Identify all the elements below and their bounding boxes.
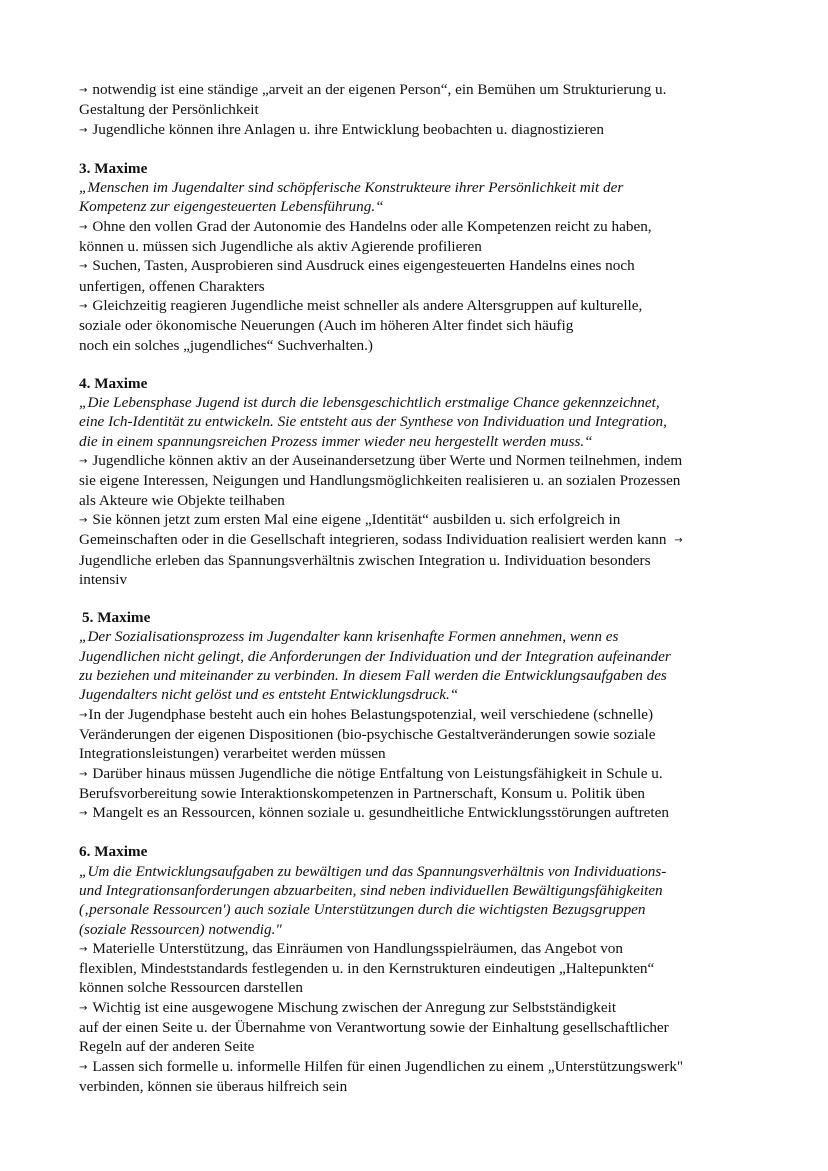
- quote-line: (soziale Ressourcen) notwendig.": [79, 920, 282, 938]
- quote-line: Jugendalters nicht gelöst und es entsteht Entwicklungsdruck.“: [79, 686, 459, 704]
- text-line: Gemeinschaften oder in die Gesellschaft integrieren, sodass Individuation realisiert werden kann →: [79, 531, 683, 549]
- arrow-icon: →: [79, 261, 88, 273]
- text-line: unfertigen, offenen Charakters: [79, 277, 265, 295]
- section-heading: 6. Maxime: [79, 843, 148, 861]
- text-line: auf der einen Seite u. der Übernahme von Verantwortung sowie der Einhaltung gesellschaftlicher: [79, 1019, 669, 1037]
- text-line: → notwendig ist eine ständige „arveit an der eigenen Person“, ein Bemühen um Strukturierung u.: [79, 81, 667, 98]
- section-heading: 3. Maxime: [79, 159, 148, 177]
- quote-line: Jugendlichen nicht gelingt, die Anforderungen der Individuation und der Integration aufeinander: [79, 647, 671, 665]
- text-line: →In der Jugendphase besteht auch ein hohes Belastungspotenzial, weil verschiedene (schnelle): [79, 705, 654, 723]
- arrow-icon: →: [79, 808, 88, 820]
- maxime-6-section: [79, 842, 759, 1096]
- spacer: [79, 140, 759, 159]
- arrow-icon: →: [79, 1002, 88, 1014]
- text-line: → Suchen, Tasten, Ausprobieren sind Ausdruck eines eigengesteuerten Handelns eines noch: [79, 257, 635, 275]
- text-line: Veränderungen der eigenen Dispositionen (bio-psychische Gestaltveränderungen sowie soziale: [79, 725, 656, 743]
- quote-line: Kompetenz zur eigengesteuerten Lebensführung.“: [79, 198, 384, 216]
- quote-line: „Die Lebensphase Jugend ist durch die lebensgeschichtlich erstmalige Chance gekennzeichnet,: [79, 394, 660, 412]
- arrow-icon: →: [674, 535, 683, 547]
- text-line: soziale oder ökonomische Neuerungen (Auch im höheren Alter findet sich häufig: [79, 317, 574, 335]
- arrow-icon: →: [79, 456, 88, 468]
- quote-line: (‚personale Ressourcen') auch soziale Unterstützungen durch die wichtigsten Bezugsgruppen: [79, 901, 646, 919]
- text-line: → Jugendliche können aktiv an der Auseinandersetzung über Werte und Normen teilnehmen, indem: [79, 452, 683, 470]
- text-line: Gestaltung der Persönlichkeit: [79, 101, 259, 119]
- text-line: → Wichtig ist eine ausgewogene Mischung zwischen der Anregung zur Selbstständigkeit: [79, 998, 617, 1016]
- text-line: intensiv: [79, 570, 128, 588]
- arrow-icon: →: [79, 300, 88, 312]
- quote-line: „Um die Entwicklungsaufgaben zu bewältigen und das Spannungsverhältnis von Individuations-: [79, 862, 667, 880]
- text-line: → Sie können jetzt zum ersten Mal eine eigene „Identität“ ausbilden u. sich erfolgreich in: [79, 510, 621, 528]
- section-heading: 4. Maxime: [79, 374, 148, 392]
- arrow-icon: →: [79, 85, 88, 96]
- text-line: → Materielle Unterstützung, das Einräumen von Handlungsspielräumen, das Angebot von: [79, 939, 623, 957]
- text-line: → Darüber hinaus müssen Jugendliche die nötige Entfaltung von Leistungsfähigkeit in Schule u.: [79, 764, 663, 782]
- quote-line: die in einem spannungsreichen Prozess immer wieder neu hergestellt werden muss.“: [79, 432, 593, 450]
- arrow-icon: →: [79, 709, 88, 721]
- spacer: [79, 589, 759, 608]
- text-line: Integrationsleistungen) verarbeitet werden müssen: [79, 745, 386, 763]
- text-line: → Ohne den vollen Grad der Autonomie des Handelns oder alle Kompetenzen reicht zu haben,: [79, 217, 652, 235]
- text-line: Jugendliche erleben das Spannungsverhältnis zwischen Integration u. Individuation besonders: [79, 551, 651, 569]
- spacer: [79, 355, 759, 374]
- text-line: können u. müssen sich Jugendliche als aktiv Agierende profilieren: [79, 238, 482, 256]
- arrow-icon: →: [79, 124, 88, 136]
- text-line: → Jugendliche können ihre Anlagen u. ihre Entwicklung beobachten u. diagnostizieren: [79, 120, 604, 138]
- arrow-icon: →: [79, 514, 88, 526]
- maxime-5-section: [79, 608, 759, 823]
- spacer: [79, 823, 759, 842]
- document-page: [79, 80, 759, 1096]
- quote-line: und Integrationsanforderungen abzuarbeiten, sind neben individuellen Bewältigungsfähigkeiten: [79, 881, 663, 899]
- text-line: → Gleichzeitig reagieren Jugendliche meist schneller als andere Altersgruppen auf kulturelle,: [79, 296, 643, 314]
- quote-line: „Der Sozialisationsprozess im Jugendalter kann krisenhafte Formen annehmen, wenn es: [79, 628, 619, 646]
- section-heading: 5. Maxime: [82, 609, 151, 627]
- text-line: verbinden, können sie überaus hilfreich sein: [79, 1077, 348, 1095]
- text-line: noch ein solches „jugendliches“ Suchverhalten.): [79, 336, 373, 354]
- intro-section: [79, 80, 759, 140]
- maxime-4-section: [79, 374, 759, 589]
- text-line: flexiblen, Mindeststandards festlegenden u. in den Kernstrukturen eindeutigen „Haltepunkten“: [79, 960, 655, 978]
- arrow-icon: →: [79, 768, 88, 780]
- text-line: als Akteure wie Objekte teilhaben: [79, 491, 285, 509]
- quote-line: eine Ich-Identität zu entwickeln. Sie entsteht aus der Synthese von Individuation und Integration,: [79, 413, 667, 431]
- quote-line: zu beziehen und miteinander zu verbinden. In diesem Fall werden die Entwicklungsaufgaben des: [79, 667, 667, 685]
- arrow-icon: →: [79, 1061, 88, 1073]
- text-line: Berufsvorbereitung sowie Interaktionskompetenzen in Partnerschaft, Konsum u. Politik üben: [79, 784, 646, 802]
- maxime-3-section: [79, 159, 759, 355]
- arrow-icon: →: [79, 221, 88, 233]
- text-line: → Mangelt es an Ressourcen, können soziale u. gesundheitliche Entwicklungsstörungen auftreten: [79, 804, 669, 822]
- text-line: → Lassen sich formelle u. informelle Hilfen für einen Jugendlichen zu einem „Unterstützungswerk": [79, 1057, 684, 1075]
- text-line: sie eigene Interessen, Neigungen und Handlungsmöglichkeiten realisieren u. an sozialen Prozessen: [79, 472, 681, 490]
- text-line: können solche Ressourcen darstellen: [79, 979, 303, 997]
- text-line: Regeln auf der anderen Seite: [79, 1038, 255, 1056]
- arrow-icon: →: [79, 943, 88, 955]
- quote-line: „Menschen im Jugendalter sind schöpferische Konstrukteure ihrer Persönlichkeit mit der: [79, 179, 624, 197]
